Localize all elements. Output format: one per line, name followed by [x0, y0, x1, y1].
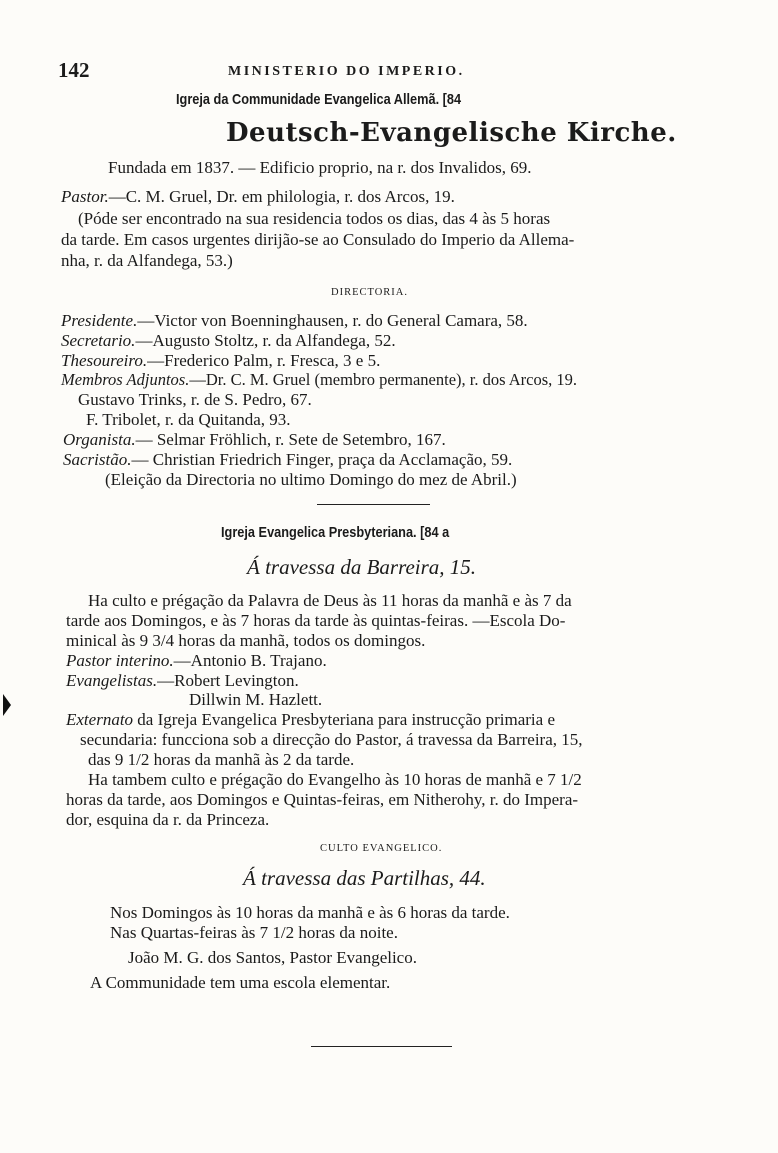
evangelists-label: Evangelistas. [66, 671, 158, 690]
officer-role: Thesoureiro. [61, 351, 148, 370]
officer-role: Presidente. [61, 311, 138, 330]
evangelist-name: Dillwin M. Hazlett. [189, 690, 323, 709]
officer-role: Membros Adjuntos. [61, 370, 190, 389]
officer-row [61, 370, 577, 390]
note-line: (Póde ser encontrado na sua residencia todos os dias, das 4 às 5 horas [78, 209, 551, 228]
end-rule [311, 1046, 452, 1047]
niteroi-line: horas da tarde, aos Domingos e Quintas-feiras, em Nitherohy, r. do Impera- [66, 790, 579, 809]
externato-text: da Igreja Evangelica Presbyteriana para instrucção primaria e [133, 710, 556, 729]
officer-text: —Dr. C. M. Gruel (membro permanente), r. dos Arcos, 19. [189, 370, 578, 389]
organist-text: — Selmar Fröhlich, r. Sete de Setembro, 167. [135, 430, 446, 449]
evangelists-line [66, 671, 299, 691]
officer-text: —Frederico Palm, r. Fresca, 3 e 5. [147, 351, 381, 370]
pastor-label: Pastor interino. [66, 651, 174, 670]
german-title: Deutsch-Evangelische Kirche. [226, 118, 677, 148]
culto-line: Nas Quartas-feiras às 7 1/2 horas da noite. [110, 923, 398, 942]
organist-row [63, 430, 446, 450]
niteroi-line: Ha tambem culto e prégação do Evangelho às 10 horas de manhã e 7 1/2 [88, 770, 582, 789]
pastor-label: Pastor. [61, 187, 109, 206]
sacristan-role: Sacristão. [63, 450, 132, 469]
founded-line: Fundada em 1837. — Edificio proprio, na r. dos Invalidos, 69. [108, 158, 532, 177]
margin-marker [3, 694, 11, 716]
externato-line: secundaria: funcciona sob a direcção do Pastor, á travessa da Barreira, 15, [80, 730, 583, 749]
culto-address: Á travessa das Partilhas, 44. [243, 866, 486, 890]
officer-role: Secretario. [61, 331, 136, 350]
section-heading-german: Igreja da Communidade Evangelica Allemã. [84 [176, 91, 462, 108]
evangelist-name: —Robert Levington. [157, 671, 299, 690]
section-heading-presbyterian: Igreja Evangelica Presbyteriana. [84 a [221, 524, 450, 541]
pastor-line [61, 187, 455, 207]
pastor-text: —Antonio B. Trajano. [173, 651, 327, 670]
culto-heading: CULTO EVANGELICO. [320, 843, 443, 854]
niteroi-line: dor, esquina da r. da Princeza. [66, 810, 270, 829]
officer-row [61, 351, 380, 371]
note-line: nha, r. da Alfandega, 53.) [61, 251, 233, 270]
directoria-heading: DIRECTORIA. [331, 287, 409, 298]
member-extra: F. Tribolet, r. da Quitanda, 93. [86, 410, 291, 429]
organist-role: Organista. [63, 430, 136, 449]
officer-text: —Augusto Stoltz, r. da Alfandega, 52. [135, 331, 396, 350]
officer-text: —Victor von Boenninghausen, r. do General Camara, 58. [137, 311, 528, 330]
worship-line: Ha culto e prégação da Palavra de Deus às 11 horas da manhã e às 7 da [88, 591, 572, 610]
culto-line: João M. G. dos Santos, Pastor Evangelico. [128, 948, 417, 967]
externato-line [66, 710, 555, 730]
section-divider [317, 504, 430, 505]
note-line: da tarde. Em casos urgentes dirijão-se ao Consulado do Imperio da Allema- [61, 230, 575, 249]
culto-line: Nos Domingos às 10 horas da manhã e às 6 horas da tarde. [110, 903, 510, 922]
page-number: 142 [58, 58, 90, 82]
officer-row [61, 311, 528, 331]
worship-line: tarde aos Domingos, e às 7 horas da tarde às quintas-feiras. —Escola Do- [66, 611, 566, 630]
sacristan-row [63, 450, 512, 470]
sacristan-text: — Christian Friedrich Finger, praça da Acclamação, 59. [131, 450, 513, 469]
presbyterian-address: Á travessa da Barreira, 15. [247, 555, 477, 579]
officer-row [61, 331, 396, 351]
member-extra: Gustavo Trinks, r. de S. Pedro, 67. [78, 390, 312, 409]
externato-line: das 9 1/2 horas da manhã às 2 da tarde. [88, 750, 355, 769]
externato-label: Externato [66, 710, 134, 729]
worship-line: minical às 9 3/4 horas da manhã, todos os domingos. [66, 631, 426, 650]
culto-line: A Communidade tem uma escola elementar. [90, 973, 391, 992]
presbyterian-pastor-line [66, 651, 327, 671]
pastor-text: —C. M. Gruel, Dr. em philologia, r. dos Arcos, 19. [108, 187, 455, 206]
running-head: MINISTERIO DO IMPERIO. [228, 64, 465, 79]
election-note: (Eleição da Directoria no ultimo Domingo do mez de Abril.) [105, 470, 517, 489]
